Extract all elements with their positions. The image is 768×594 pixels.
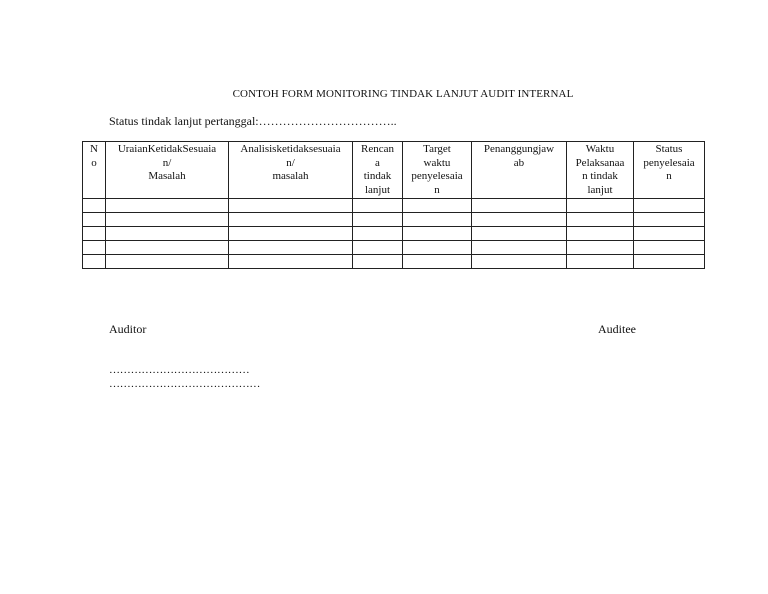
- table-cell: [634, 227, 705, 241]
- header-status: Status penyelesaia n: [634, 142, 705, 199]
- table-cell: [83, 199, 106, 213]
- table-cell: [472, 199, 567, 213]
- table-row: [83, 213, 705, 227]
- status-line: Status tindak lanjut pertanggal:……………………………..: [109, 114, 397, 128]
- table-row: [83, 227, 705, 241]
- auditor-label: Auditor: [109, 322, 147, 336]
- table-cell: [353, 227, 403, 241]
- table-header-row: [83, 142, 705, 199]
- table-cell: [229, 227, 353, 241]
- table-cell: [567, 227, 634, 241]
- header-waktu-pelaksanaan: Waktu Pelaksanaa n tindak lanjut: [567, 142, 634, 199]
- table-cell: [567, 199, 634, 213]
- table-cell: [472, 255, 567, 269]
- table-row: [83, 199, 705, 213]
- table-cell: [634, 213, 705, 227]
- header-penanggungjawab: Penanggungjaw ab: [472, 142, 567, 199]
- table-cell: [83, 227, 106, 241]
- table-cell: [353, 213, 403, 227]
- monitoring-table: [82, 141, 705, 269]
- header-uraian: UraianKetidakSesuaia n/ Masalah: [106, 142, 229, 199]
- table-cell: [83, 255, 106, 269]
- table-cell: [567, 213, 634, 227]
- table-cell: [403, 213, 472, 227]
- table-row: [83, 255, 705, 269]
- table-cell: [106, 213, 229, 227]
- auditor-signature-line: …………………………………: [109, 364, 250, 376]
- table-cell: [403, 199, 472, 213]
- table-cell: [353, 199, 403, 213]
- table-cell: [567, 241, 634, 255]
- table-cell: [403, 227, 472, 241]
- document-title: CONTOH FORM MONITORING TINDAK LANJUT AUDIT INTERNAL: [232, 88, 574, 100]
- table-cell: [634, 255, 705, 269]
- table-cell: [106, 199, 229, 213]
- table-cell: [567, 255, 634, 269]
- auditee-label: Auditee: [598, 322, 636, 336]
- table-cell: [83, 213, 106, 227]
- table-cell: [472, 241, 567, 255]
- table-cell: [353, 241, 403, 255]
- header-no: N o: [83, 142, 106, 199]
- header-rencana: Rencan a tindak lanjut: [353, 142, 403, 199]
- table-cell: [106, 227, 229, 241]
- table-cell: [83, 241, 106, 255]
- table-cell: [353, 255, 403, 269]
- table-cell: [106, 241, 229, 255]
- table-cell: [472, 213, 567, 227]
- table-cell: [472, 227, 567, 241]
- table-cell: [229, 213, 353, 227]
- header-target-waktu: Target waktu penyelesaia n: [403, 142, 472, 199]
- table-cell: [403, 241, 472, 255]
- table-cell: [106, 255, 229, 269]
- table-cell: [634, 241, 705, 255]
- auditee-signature-line: ……………………………………: [109, 378, 261, 390]
- table-cell: [634, 199, 705, 213]
- table-cell: [403, 255, 472, 269]
- table-cell: [229, 255, 353, 269]
- table-row: [83, 241, 705, 255]
- table-cell: [229, 199, 353, 213]
- table-cell: [229, 241, 353, 255]
- header-analisis: Analisisketidaksesuaia n/ masalah: [229, 142, 353, 199]
